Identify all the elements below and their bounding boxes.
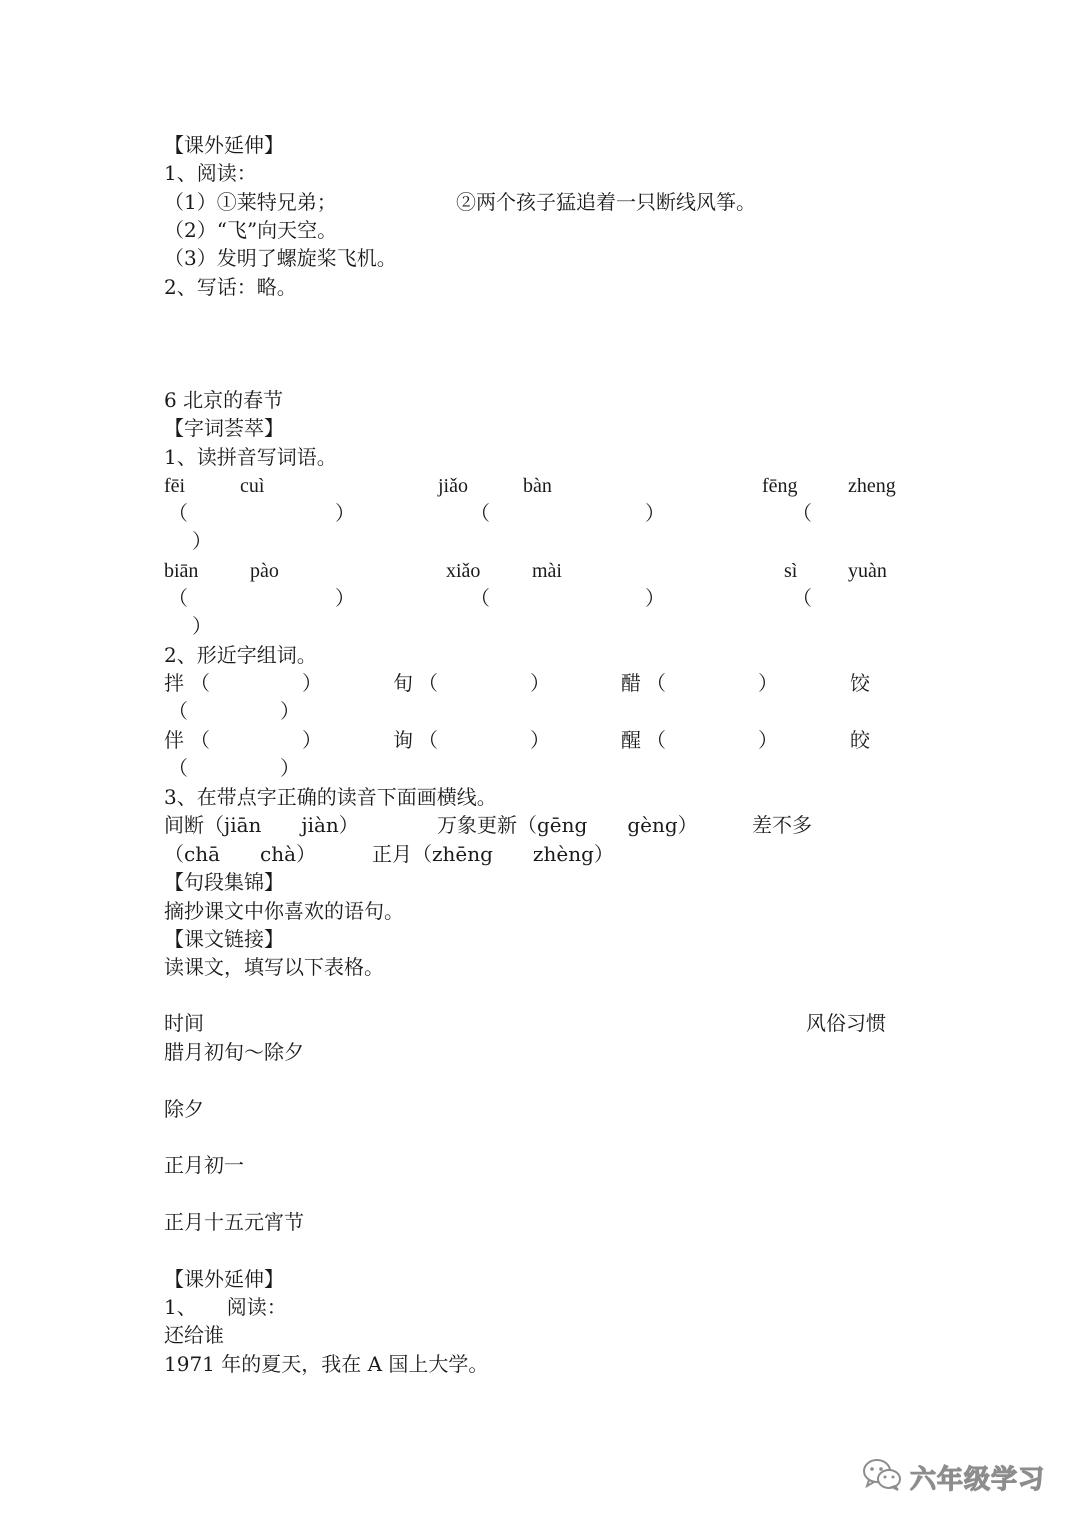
blank-open: （ [168,699,188,723]
pinyin: fēng [762,475,798,497]
heading-link: 【课文链接】 [164,927,284,951]
char-item: 醒 [621,728,641,752]
story-first-line: 1971 年的夏天，我在 A 国上大学。 [164,1352,489,1376]
blank-open: （ [190,671,210,695]
ext-question: 1、 阅读： [164,1295,287,1319]
pinyin: cuì [240,475,265,497]
question-reading: 1、阅读： [164,161,257,185]
char-item: 旬 [393,671,413,695]
pinyin: sì [784,560,798,582]
answer-2: （2）“飞”向天空。 [164,218,338,242]
blank-open: （ [418,671,438,695]
pinyin: fēi [164,475,186,497]
reading-choice: 差不多 [752,813,812,837]
blank-close: ） [530,671,550,695]
pinyin: jiǎo [438,475,468,497]
sentences-task: 摘抄课文中你喜欢的语句。 [164,899,404,923]
blank-close: ） [302,671,322,695]
table-row-time: 正月十五元宵节 [164,1210,304,1234]
reading-choice: 间断（jiān jiàn） [164,813,359,837]
blank-close: ） [280,699,300,723]
blank-close: ） [192,614,212,638]
blank-close: ） [335,501,355,525]
heading-extension: 【课外延伸】 [164,1267,284,1291]
reading-choice: 万象更新（gēng gèng） [437,813,698,837]
answer-3: （3）发明了螺旋桨飞机。 [164,246,397,270]
watermark [862,1458,1045,1496]
link-task: 读课文，填写以下表格。 [164,955,384,979]
blank-open: （ [190,728,210,752]
blank-close: ） [645,501,665,525]
char-item: 饺 [850,671,870,695]
wechat-icon [862,1458,902,1496]
blank-open: （ [646,728,666,752]
blank-open: （ [470,501,490,525]
lesson-title: 6 北京的春节 [164,388,284,412]
heading-words: 【字词荟萃】 [164,416,284,440]
answer-1-right: ②两个孩子猛追着一只断线风筝。 [456,190,756,214]
heading-sentences: 【句段集锦】 [164,870,284,894]
task-1: 1、读拼音写词语。 [164,445,337,469]
blank-close: ） [280,756,300,780]
blank-open: （ [168,501,188,525]
question-writing: 2、写话：略。 [164,275,297,299]
pinyin: yuàn [848,560,887,582]
blank-open: （ [418,728,438,752]
table-row-time: 腊月初旬～除夕 [164,1040,304,1064]
blank-open: （ [792,501,812,525]
blank-open: （ [168,756,188,780]
blank-close: ） [192,529,212,553]
table-head-time: 时间 [164,1011,204,1035]
char-item: 皎 [850,728,870,752]
table-row-time: 正月初一 [164,1153,244,1177]
answer-1-left: （1）①莱特兄弟； [164,190,337,214]
pinyin: bàn [523,475,552,497]
task-2: 2、形近字组词。 [164,643,317,667]
pinyin: zheng [848,475,896,497]
pinyin: biān [164,560,199,582]
char-item: 拌 [164,671,184,695]
char-item: 伴 [164,728,184,752]
blank-close: ） [302,728,322,752]
char-item: 醋 [621,671,641,695]
blank-open: （ [792,586,812,610]
blank-close: ） [335,586,355,610]
story-title: 还给谁 [164,1323,224,1347]
pinyin: mài [532,560,562,582]
table-row-time: 除夕 [164,1097,204,1121]
watermark-text: 六年级学习 [910,1464,1046,1495]
task-3: 3、在带点字正确的读音下面画横线。 [164,785,497,809]
blank-open: （ [470,586,490,610]
blank-close: ） [758,728,778,752]
blank-close: ） [645,586,665,610]
blank-close: ） [530,728,550,752]
heading-extension: 【课外延伸】 [164,133,284,157]
blank-open: （ [168,586,188,610]
reading-choice: （chā chà） [164,842,317,866]
pinyin: pào [250,560,279,582]
reading-choice: 正月（zhēng zhèng） [372,842,614,866]
table-head-custom: 风俗习惯 [806,1011,886,1035]
blank-open: （ [646,671,666,695]
blank-close: ） [758,671,778,695]
char-item: 询 [393,728,413,752]
pinyin: xiǎo [446,560,481,582]
